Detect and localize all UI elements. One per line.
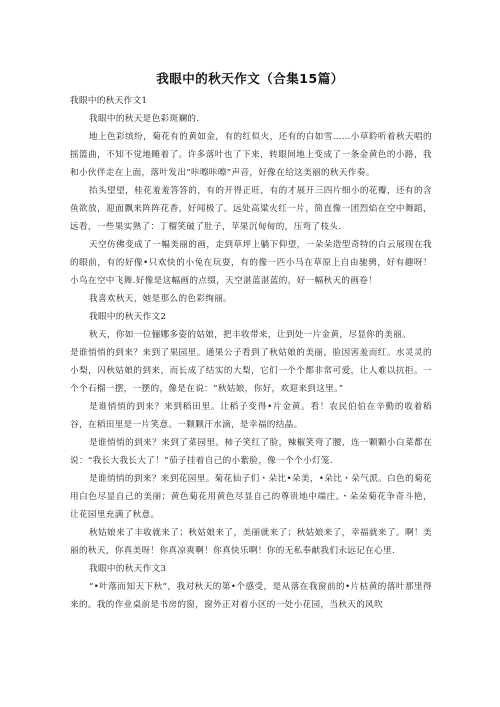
paragraph: 我眼中的秋天作文1 [70,96,148,106]
paragraph: 是谁悄悄的到来？来到了果园里。通果公子看到了秋姑娘的美丽，脸因害羞而红。水灵灵的小梨，闪秋姑娘的到来，而长成了结实的大梨，它们一个个都非常可爱，让人难以抗拒。一个个石榴一摆，一摆的，像是在说：“秋姑娘，你好，欢迎来到这里。” [70,348,432,394]
paragraph: 是谁悄悄的到来？来到花园里。菊花仙子们・朵比•朵美，•朵比・朵气派。白色的菊花用白色尽显自己的美丽；黄色菊花用黄色尽显自己的尊贵地中端庄。・朵朵菊花争奇斗艳，让花园里充满了秋意。 [70,474,432,520]
paragraph: 秋姑娘来了丰收就来了；秋姑娘来了，美丽就来了；秋姑娘来了，幸福就来了。啊！美丽的秋天，你真美呀！你真凉爽啊！你真快乐啊！你的无私奉献我们永远记在心里. [70,528,432,556]
section-heading: 我眼中的秋天作文3 [89,564,167,574]
paragraph: 秋天，你如一位俪娜多姿的姑娘，把丰收带来，让到处一片金黄，尽显你的美丽。 [89,330,411,340]
paragraph: 是谁悄悄的到来？来到了菜园里。柿子笑红了脸，辣椒笑弯了腰，连一颗颗小白菜都在说：“我长大我长大了！”茄子挂着自己的小紫脸，像一个个小灯笼. [70,438,432,466]
paragraph: 是谁悄悄的到来？来到稻田里。让稻子变得•片金黄。看！农民伯伯在辛勤的收着稻谷，在稻田里是一片笑意。一颗颗汗水滴，是幸福的结晶。 [70,402,432,430]
section-heading: 我眼中的秋天作文2 [89,312,167,322]
paragraph: 我喜欢秋天，她是那么的色彩绚丽。 [89,294,233,304]
paragraph: 抬头望望，桂花羞羞答答的，有的开得正旺，有的才展开三四片细小的花瓣，还有的含鱼欲放，迎面飘来阵阵花香，好闻极了。远处高粱火红一片，简直像一团烈焰在空中舞蹈，远看，一些果实熟了：丁榴笑破了肚子，苹果沉甸甸的，压弯了枝头. [70,186,432,232]
paragraph: 我眼中的秋天是色彩斑斓的. [89,114,200,124]
paragraph: 天空仿佛变成了一幅美丽的画，走到草坪上躺下仰望，一朵朵造型奇特的白云展现在我的眼前，有的好像•只欢快的小兔在玩耍，有的像一匹小马在草原上自由驰骋，好有趣呀！小鸟在空中飞舞.好像是这幅画的点缀，天空湛蓝湛蓝的，好一幅秋天的画卷！ [70,240,432,286]
document-body [70,92,432,614]
paragraph: “•叶落而知天下秋”，我对秋天的第•个感受，是从落在我窗前的•片枯黄的落叶那里得来的。我的作业桌前是书房的窗，窗外正对着小区的一处小花园，当秋天的风吹 [70,582,432,610]
paragraph: 地上色彩缤纷，菊花有的黄如金，有的红似火，还有的白如雪……小草聆听着秋天唱的摇篮曲，不知不觉地睡着了。许多落叶也了下来，转眼间地上变成了一条金黄色的小路，我和小伙伴走在上面，落叶发出“咔嚓咔嚓”声音，好像在给这美丽的秋天作奏。 [70,132,432,178]
document-title: 我眼中的秋天作文（合集15篇） [156,71,344,86]
